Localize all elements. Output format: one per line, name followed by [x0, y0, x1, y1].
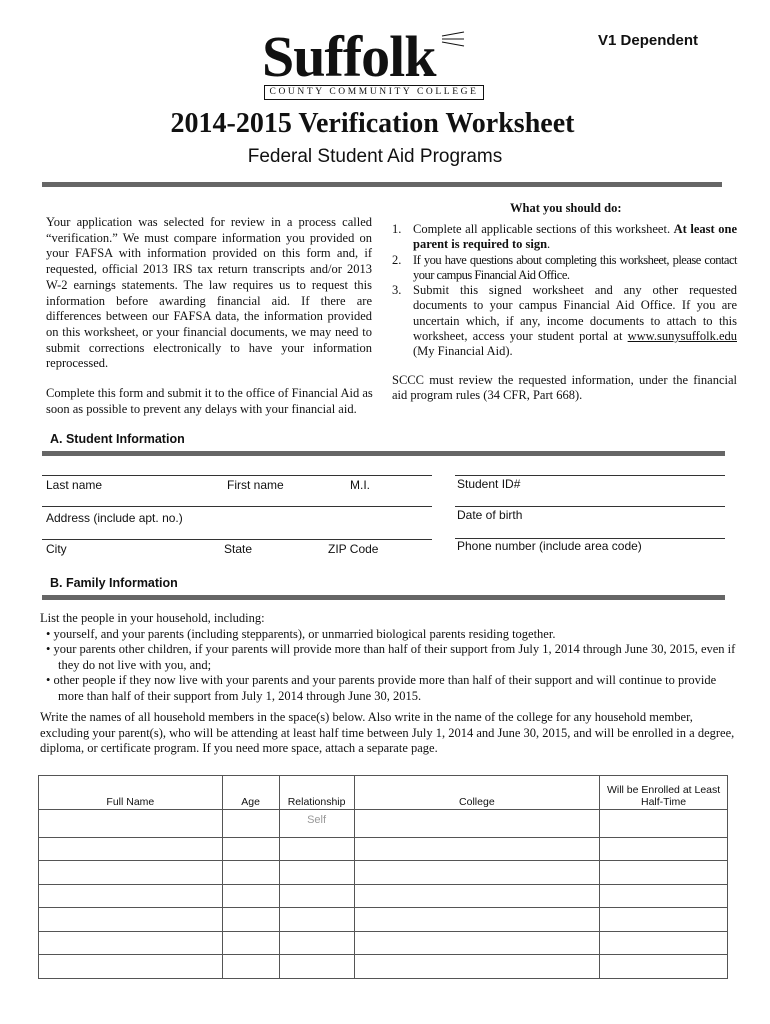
relationship-cell[interactable] [279, 837, 354, 861]
section-b-heading: B. Family Information [50, 576, 178, 590]
full-name-cell[interactable] [39, 884, 223, 908]
last-name-field[interactable] [42, 475, 432, 476]
review-note: SCCC must review the requested information, under the financial aid program rules (34 CFR, Part 668). [392, 373, 737, 403]
instruction-step: 2. If you have questions about completing this worksheet, please contact your campus Financial Aid Office. [392, 252, 737, 282]
household-criteria-list [40, 627, 740, 705]
col-header-college: College [354, 776, 600, 810]
table-row [39, 955, 728, 979]
age-cell[interactable] [222, 884, 279, 908]
table-row [39, 884, 728, 908]
relationship-cell[interactable]: Self [279, 810, 354, 838]
college-logo [258, 24, 486, 100]
college-cell[interactable] [354, 931, 600, 955]
relationship-cell[interactable] [279, 884, 354, 908]
household-table [38, 775, 728, 979]
household-instructions: List the people in your household, including: • yourself, and your parents (including stepparents), or unmarried biological parents residing together. • your parents other children, if your parents will provide more than half of their support from July 1, 2014 through June 30, 2015, even if they do not live with you, and; • other people if they now live with your parents and your parents provide more than half of their support and will continue to provide more than half of their support from July 1, 2014 through June 30, 2015. [40, 611, 740, 705]
relationship-cell[interactable] [279, 861, 354, 885]
enrolled-cell[interactable] [600, 884, 728, 908]
relationship-cell[interactable] [279, 955, 354, 979]
full-name-cell[interactable] [39, 931, 223, 955]
full-name-cell[interactable] [39, 837, 223, 861]
version-label: V1 Dependent [598, 32, 699, 49]
enrolled-cell[interactable] [600, 931, 728, 955]
dob-field[interactable] [455, 506, 725, 507]
section-a-heading: A. Student Information [50, 432, 185, 446]
logo-wordmark: Suffolk [262, 24, 436, 89]
page-subtitle: Federal Student Aid Programs [247, 146, 503, 167]
age-cell[interactable] [222, 810, 279, 838]
college-cell[interactable] [354, 884, 600, 908]
table-row [39, 837, 728, 861]
address-field[interactable] [42, 506, 432, 507]
table-row [39, 861, 728, 885]
instructions-list [392, 222, 737, 360]
state-label: State [224, 542, 253, 556]
section-a-divider [42, 451, 725, 456]
full-name-cell[interactable] [39, 810, 223, 838]
full-name-cell[interactable] [39, 861, 223, 885]
age-cell[interactable] [222, 908, 279, 932]
portal-link[interactable]: www.sunysuffolk.edu [627, 329, 737, 344]
list-item: • yourself, and your parents (including stepparents), or unmarried biological parents residing together. [40, 627, 740, 643]
title-divider [42, 182, 722, 187]
col-header-enrolled: Will be Enrolled at Least Half-Time [600, 776, 728, 810]
age-cell[interactable] [222, 837, 279, 861]
last-name-label: Last name [46, 478, 103, 492]
list-item: • your parents other children, if your parents will provide more than half of their support from July 1, 2014 through June 30, 2015, even if they do not live with you, and; [40, 642, 740, 673]
section-b-divider [42, 595, 725, 600]
intro-submit-paragraph: Complete this form and submit it to the office of Financial Aid as soon as possible to prevent any delays with your financial aid. [46, 386, 373, 416]
city-label: City [46, 542, 67, 556]
dob-label: Date of birth [457, 508, 523, 522]
list-item: • other people if they now live with your parents and your parents provide more than half of their support and will continue to provide more than half of their support from July 1, 2014 through June 30, 2015. [40, 673, 740, 704]
logo-subtitle: COUNTY COMMUNITY COLLEGE [264, 85, 484, 100]
age-cell[interactable] [222, 931, 279, 955]
address-label: Address (include apt. no.) [46, 511, 183, 525]
student-id-label: Student ID# [457, 477, 521, 491]
age-cell[interactable] [222, 861, 279, 885]
enrolled-cell[interactable] [600, 810, 728, 838]
write-names-instructions: Write the names of all household members in the space(s) below. Also write in the name of the college for any household member, excluding your parent(s), who will be attending at least half time between July 1, 2014 and June 30, 2015, and will be enrolled in a degree, diploma, or certificate program. If you need more space, attach a separate page. [40, 710, 735, 756]
phone-label: Phone number (include area code) [457, 539, 642, 553]
col-header-full-name: Full Name [39, 776, 223, 810]
first-name-label: First name [227, 478, 284, 492]
enrolled-cell[interactable] [600, 837, 728, 861]
college-cell[interactable] [354, 861, 600, 885]
zip-label: ZIP Code [328, 542, 379, 556]
age-cell[interactable] [222, 955, 279, 979]
college-cell[interactable] [354, 955, 600, 979]
table-row [39, 810, 728, 838]
table-row [39, 908, 728, 932]
enrolled-cell[interactable] [600, 908, 728, 932]
college-cell[interactable] [354, 837, 600, 861]
instruction-step: 1. Complete all applicable sections of this worksheet. At least one parent is required to sign. [392, 222, 737, 252]
relationship-cell[interactable] [279, 931, 354, 955]
lighthouse-icon [438, 30, 468, 50]
page-title: 2014-2015 Verification Worksheet [170, 108, 575, 139]
full-name-cell[interactable] [39, 908, 223, 932]
enrolled-cell[interactable] [600, 955, 728, 979]
relationship-cell[interactable] [279, 908, 354, 932]
instruction-step: 3. Submit this signed worksheet and any other requested documents to your campus Financial Aid Office. If you are uncertain which, if any, income documents to attach to this worksheet, access your student portal at www.sunysuffolk.edu (My Financial Aid). [392, 283, 737, 359]
city-field[interactable] [42, 539, 432, 540]
intro-paragraph: Your application was selected for review in a process called “verification.” We must compare information you provided on your FAFSA with information provided on this form and, if requested, official 2013 IRS tax return transcripts and/or 2013 W-2 earnings statements. The law requires us to request this information before awarding financial aid. If there are differences between our FAFSA data, the information provided on this worksheet, or your financial documents, we may need to submit corrections electronically to have your information reprocessed. [46, 215, 372, 371]
table-row [39, 931, 728, 955]
college-cell[interactable] [354, 908, 600, 932]
col-header-relationship: Relationship [279, 776, 354, 810]
student-id-field[interactable] [455, 475, 725, 476]
college-cell[interactable] [354, 810, 600, 838]
mi-label: M.I. [350, 478, 370, 492]
instructions-heading: What you should do: [510, 201, 622, 215]
enrolled-cell[interactable] [600, 861, 728, 885]
full-name-cell[interactable] [39, 955, 223, 979]
col-header-age: Age [222, 776, 279, 810]
